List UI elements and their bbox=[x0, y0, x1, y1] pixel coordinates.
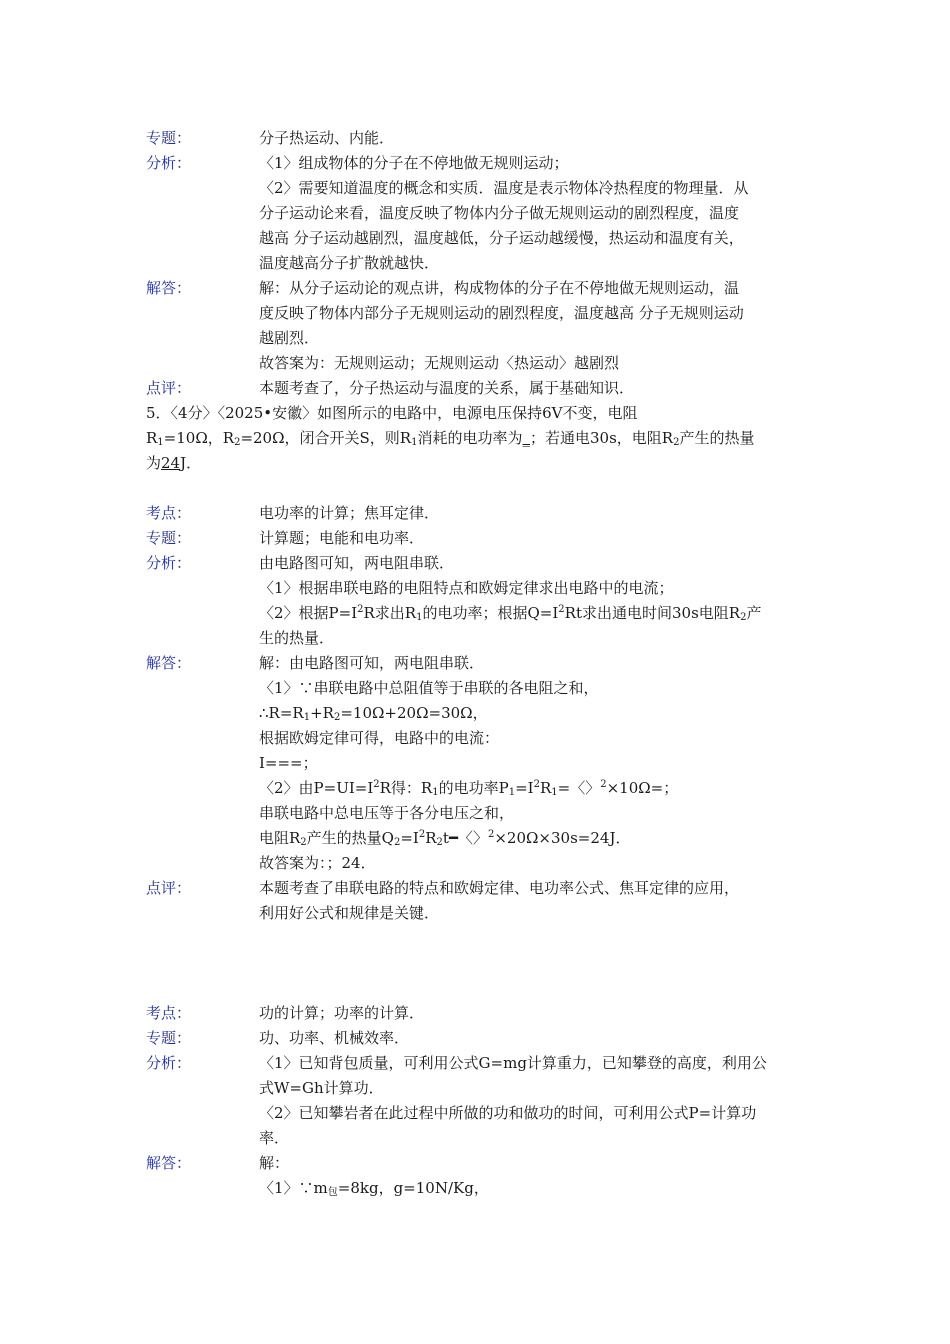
analysis-label: 分析： bbox=[146, 554, 192, 572]
question-5-line: $R_1=10\Omega$，$R_2=20\Omega$，闭合开关S，则$R_1$消耗的电功率为_；若通电30s，电阻$R_2$产生的热量 bbox=[146, 429, 755, 448]
answer-line: $\therefore R=R_1+R_2=10\Omega+20\Omega=30\Omega$， bbox=[259, 704, 488, 723]
answer-label: 解答： bbox=[146, 654, 192, 672]
analysis-line: 〈1〉组成物体的分子在不停地做无规则运动； bbox=[259, 154, 569, 172]
topic-label: 专题： bbox=[146, 129, 192, 147]
analysis-label: 分析： bbox=[146, 154, 192, 172]
comment-label: 点评： bbox=[146, 379, 192, 397]
point-label: 考点： bbox=[146, 504, 192, 522]
answer-line: I===； bbox=[259, 754, 318, 772]
analysis-line: 越高 分子运动越剧烈，温度越低，分子运动越缓慢，热运动和温度有关， bbox=[259, 229, 744, 247]
answer-label: 解答： bbox=[146, 1154, 192, 1172]
answer-label: 解答： bbox=[146, 279, 192, 297]
answer-line: 越剧烈． bbox=[259, 329, 320, 347]
answer-blank: _ bbox=[522, 429, 530, 447]
analysis-line: 生的热量． bbox=[259, 629, 335, 647]
answer-line: 根据欧姆定律可得，电路中的电流： bbox=[259, 729, 500, 747]
topic-text: 分子热运动、内能． bbox=[259, 129, 395, 147]
topic-text: 功、功率、机械效率． bbox=[259, 1029, 410, 1047]
answer-line: 解：从分子运动论的观点讲，构成物体的分子在不停地做无规则运动，温 bbox=[259, 279, 740, 297]
answer-line: 故答案为：；24． bbox=[259, 854, 376, 872]
analysis-label: 分析： bbox=[146, 1054, 192, 1072]
comment-text: 本题考查了串联电路的特点和欧姆定律、电功率公式、焦耳定律的应用， bbox=[259, 879, 740, 897]
topic-text: 计算题；电能和电功率． bbox=[259, 529, 425, 547]
answer-line: 〈2〉由$P=UI=I^2R$得：$R_1$的电功率$P_1=I^2R_1=$〈〉$^2$×10Ω=； bbox=[259, 779, 679, 798]
analysis-line: 分子运动论来看，温度反映了物体内分子做无规则运动的剧烈程度，温度 bbox=[259, 204, 740, 222]
answer-line: 〈1〉∵串联电路中总阻值等于串联的各电阻之和， bbox=[259, 679, 599, 697]
answer-line: 故答案为：无规则运动；无规则运动〈热运动〉越剧烈 bbox=[259, 354, 620, 372]
answer-line: 〈1〉$\because m_包=8kg$，g=10N/Kg， bbox=[259, 1179, 489, 1198]
analysis-line: 率． bbox=[259, 1129, 290, 1147]
point-label: 考点： bbox=[146, 1004, 192, 1022]
topic-label: 专题： bbox=[146, 1029, 192, 1047]
answer-line: 电阻$R_2$产生的热量$Q_2=I^2R_2t━$〈〉$^2$×20Ω×30s=24J． bbox=[259, 829, 631, 848]
comment-label: 点评： bbox=[146, 879, 192, 897]
comment-text: 本题考查了，分子热运动与温度的关系，属于基础知识． bbox=[259, 379, 635, 397]
answer-line: 度反映了物体内部分子无规则运动的剧烈程度，温度越高 分子无规则运动 bbox=[259, 304, 744, 322]
analysis-line: 由电路图可知，两电阻串联． bbox=[259, 554, 455, 572]
question-5-line: 为24J． bbox=[146, 454, 202, 472]
point-text: 功的计算；功率的计算． bbox=[259, 1004, 425, 1022]
analysis-line: 〈1〉已知背包质量，可利用公式G=mg计算重力，已知攀登的高度，利用公 bbox=[259, 1054, 767, 1072]
answer-blank: 24 bbox=[161, 454, 181, 472]
analysis-line: 〈2〉根据$P=I^2R$求出$R_1$的电功率；根据$Q=I^2Rt$求出通电时间30s电阻$R_2$产 bbox=[259, 604, 762, 623]
point-text: 电功率的计算；焦耳定律． bbox=[259, 504, 440, 522]
comment-text: 利用好公式和规律是关键． bbox=[259, 904, 440, 922]
analysis-line: 〈2〉需要知道温度的概念和实质．温度是表示物体冷热程度的物理量．从 bbox=[259, 179, 749, 197]
analysis-line: 〈2〉已知攀岩者在此过程中所做的功和做功的时间，可利用公式P=计算功 bbox=[259, 1104, 757, 1122]
analysis-line: 温度越高分子扩散就越快． bbox=[259, 254, 440, 272]
analysis-line: 式W=Gh计算功． bbox=[259, 1079, 384, 1097]
answer-line: 解： bbox=[259, 1154, 290, 1172]
topic-label: 专题： bbox=[146, 529, 192, 547]
answer-line: 串联电路中总电压等于各分电压之和， bbox=[259, 804, 515, 822]
question-5-line: 5．〈4分〉〈2025•安徽〉如图所示的电路中，电源电压保持6V不变，电阻 bbox=[146, 404, 638, 422]
analysis-line: 〈1〉根据串联电路的电阻特点和欧姆定律求出电路中的电流； bbox=[259, 579, 674, 597]
answer-line: 解：由电路图可知，两电阻串联． bbox=[259, 654, 485, 672]
